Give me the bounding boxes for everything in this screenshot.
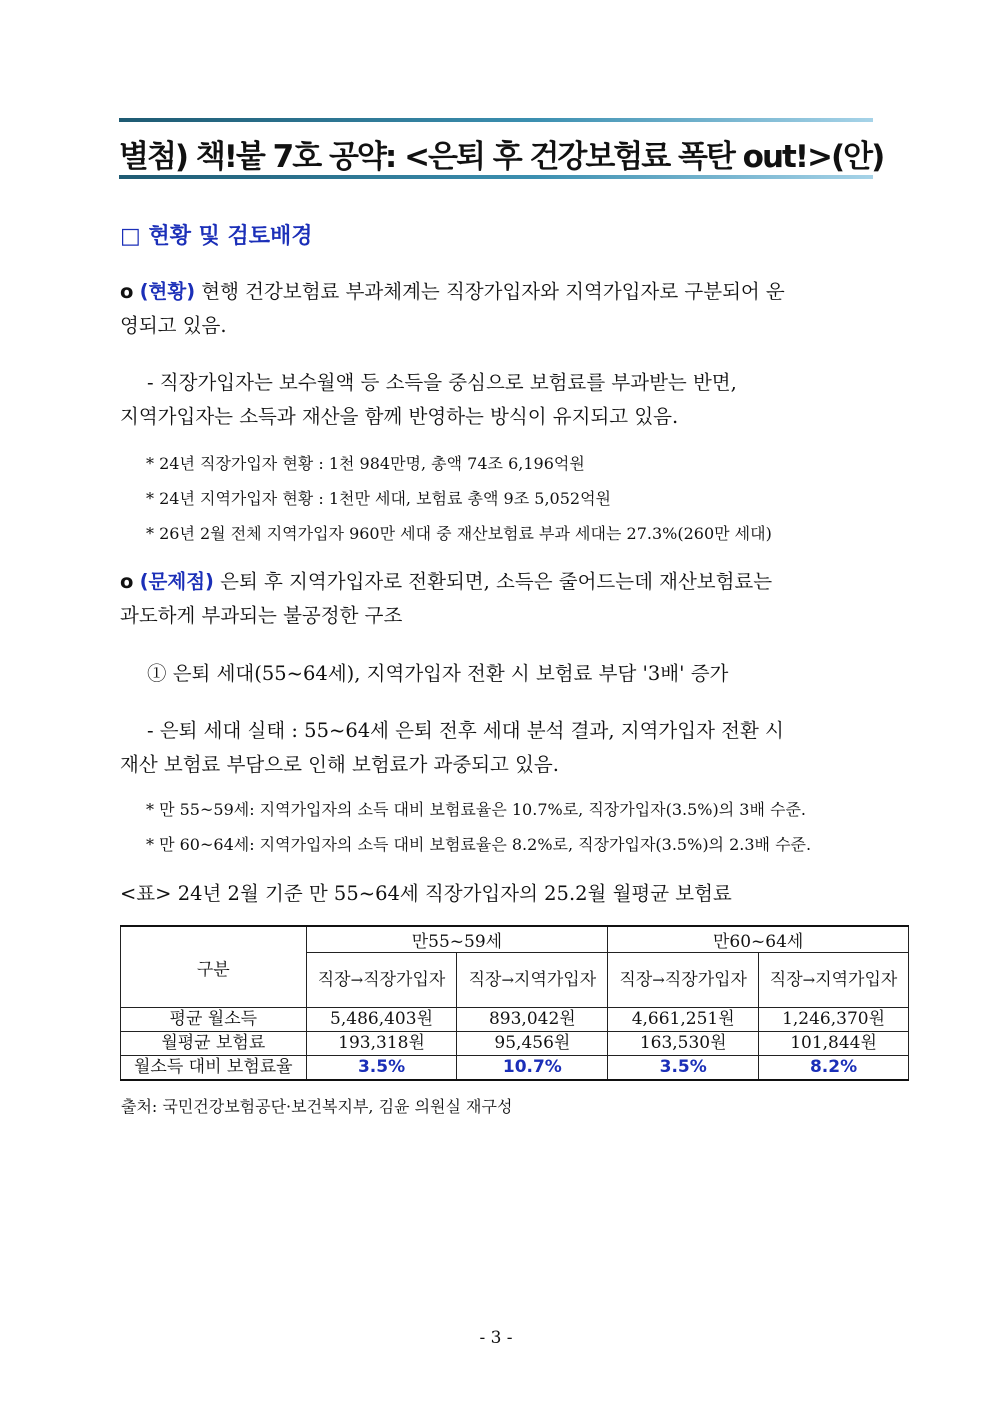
status-paragraph-line1 bbox=[120, 275, 785, 309]
subheader-2-from: 직장 bbox=[468, 970, 502, 990]
problem-text-line1: 은퇴 후 지역가입자로 전환되면, 소득은 줄어드는데 재산보험료는 bbox=[213, 570, 773, 593]
problem-dash-line1: - 은퇴 세대 실태 : 55~64세 은퇴 전후 세대 분석 결과, 지역가입자 전환 시 bbox=[147, 719, 784, 742]
table-cell: 5,486,403원 bbox=[306, 1008, 457, 1032]
arrow-icon: → bbox=[802, 971, 816, 989]
title-top-rule bbox=[119, 118, 873, 122]
problem-dash-line2: 재산 보험료 부담으로 인해 보험료가 과중되고 있음. bbox=[120, 753, 559, 776]
arrow-icon: → bbox=[501, 971, 515, 989]
table-row bbox=[121, 1056, 909, 1081]
row-label-premium: 월평균 보험료 bbox=[121, 1032, 307, 1056]
problem-text-line2: 과도하게 부과되는 불공정한 구조 bbox=[120, 604, 403, 627]
table-cell-rate: 3.5% bbox=[306, 1056, 457, 1081]
insurance-table bbox=[120, 925, 909, 1081]
table-cell: 893,042원 bbox=[457, 1008, 608, 1032]
problem-note-2: * 만 60~64세: 지역가입자의 소득 대비 보험료율은 8.2%로, 직장가입자(3.5%)의 2.3배 수준. bbox=[146, 835, 812, 854]
subheader-4-to: 지역가입자 bbox=[815, 970, 898, 990]
status-bullet: o bbox=[120, 280, 134, 303]
table-cell-rate: 8.2% bbox=[759, 1056, 909, 1081]
table-caption: <표> 24년 2월 기준 만 55~64세 직장가입자의 25.2월 월평균 보험료 bbox=[120, 882, 732, 905]
table-cell: 1,246,370원 bbox=[759, 1008, 909, 1032]
page-title: 별첨) 책!붙 7호 공약: <은퇴 후 건강보험료 폭탄 out!>(안) bbox=[119, 139, 884, 175]
table-source: 출처: 국민건강보험공단·보건복지부, 김윤 의원실 재구성 bbox=[121, 1097, 513, 1116]
status-note-3: * 26년 2월 전체 지역가입자 960만 세대 중 재산보험료 부과 세대는 27.3%(260만 세대) bbox=[146, 524, 772, 543]
problem-item-1: ① 은퇴 세대(55~64세), 지역가입자 전환 시 보험료 부담 '3배' 증가 bbox=[147, 662, 729, 685]
group-header-60-64: 만60~64세 bbox=[608, 926, 909, 953]
row-label-rate: 월소득 대비 보험료율 bbox=[121, 1056, 307, 1081]
title-box bbox=[119, 118, 884, 179]
subheader-3 bbox=[608, 953, 759, 1008]
page-number: - 3 - bbox=[479, 1328, 513, 1348]
problem-note-1: * 만 55~59세: 지역가입자의 소득 대비 보험료율은 10.7%로, 직장가입자(3.5%)의 3배 수준. bbox=[146, 800, 807, 819]
table-cell-rate: 3.5% bbox=[608, 1056, 759, 1081]
subheader-1-from: 직장 bbox=[317, 970, 351, 990]
arrow-icon: → bbox=[350, 971, 364, 989]
subheader-1-to: 직장가입자 bbox=[363, 970, 446, 990]
status-dash-line1: - 직장가입자는 보수월액 등 소득을 중심으로 보험료를 부과받는 반면, bbox=[147, 371, 737, 394]
table-corner: 구분 bbox=[121, 926, 307, 1008]
row-label-income: 평균 월소득 bbox=[121, 1008, 307, 1032]
table-cell: 95,456원 bbox=[457, 1032, 608, 1056]
table-cell: 193,318원 bbox=[306, 1032, 457, 1056]
problem-paragraph-line1 bbox=[120, 565, 772, 599]
subheader-4-from: 직장 bbox=[769, 970, 803, 990]
table-cell: 4,661,251원 bbox=[608, 1008, 759, 1032]
status-text-line1: 현행 건강보험료 부과체계는 직장가입자와 지역가입자로 구분되어 운 bbox=[195, 280, 785, 303]
status-note-1: * 24년 직장가입자 현황 : 1천 984만명, 총액 74조 6,196억원 bbox=[146, 454, 585, 473]
table-cell-rate: 10.7% bbox=[457, 1056, 608, 1081]
table-row bbox=[121, 1008, 909, 1032]
subheader-4 bbox=[759, 953, 909, 1008]
subheader-2 bbox=[457, 953, 608, 1008]
title-bottom-rule bbox=[119, 175, 873, 179]
problem-bullet: o bbox=[120, 570, 134, 593]
subheader-2-to: 지역가입자 bbox=[514, 970, 597, 990]
subheader-3-to: 직장가입자 bbox=[664, 970, 747, 990]
arrow-icon: → bbox=[652, 971, 665, 989]
status-keyword: (현황) bbox=[139, 280, 196, 303]
table-cell: 101,844원 bbox=[759, 1032, 909, 1056]
table-row bbox=[121, 1032, 909, 1056]
subheader-1 bbox=[306, 953, 457, 1008]
problem-keyword: (문제점) bbox=[139, 570, 214, 593]
status-note-2: * 24년 지역가입자 현황 : 1천만 세대, 보험료 총액 9조 5,052억원 bbox=[146, 489, 611, 508]
status-dash-line2: 지역가입자는 소득과 재산을 함께 반영하는 방식이 유지되고 있음. bbox=[120, 405, 679, 428]
table-cell: 163,530원 bbox=[608, 1032, 759, 1056]
group-header-55-59: 만55~59세 bbox=[306, 926, 608, 953]
section-heading: □ 현황 및 검토배경 bbox=[120, 224, 313, 249]
status-text-line2: 영되고 있음. bbox=[120, 314, 227, 337]
subheader-3-from: 직장 bbox=[619, 970, 653, 990]
